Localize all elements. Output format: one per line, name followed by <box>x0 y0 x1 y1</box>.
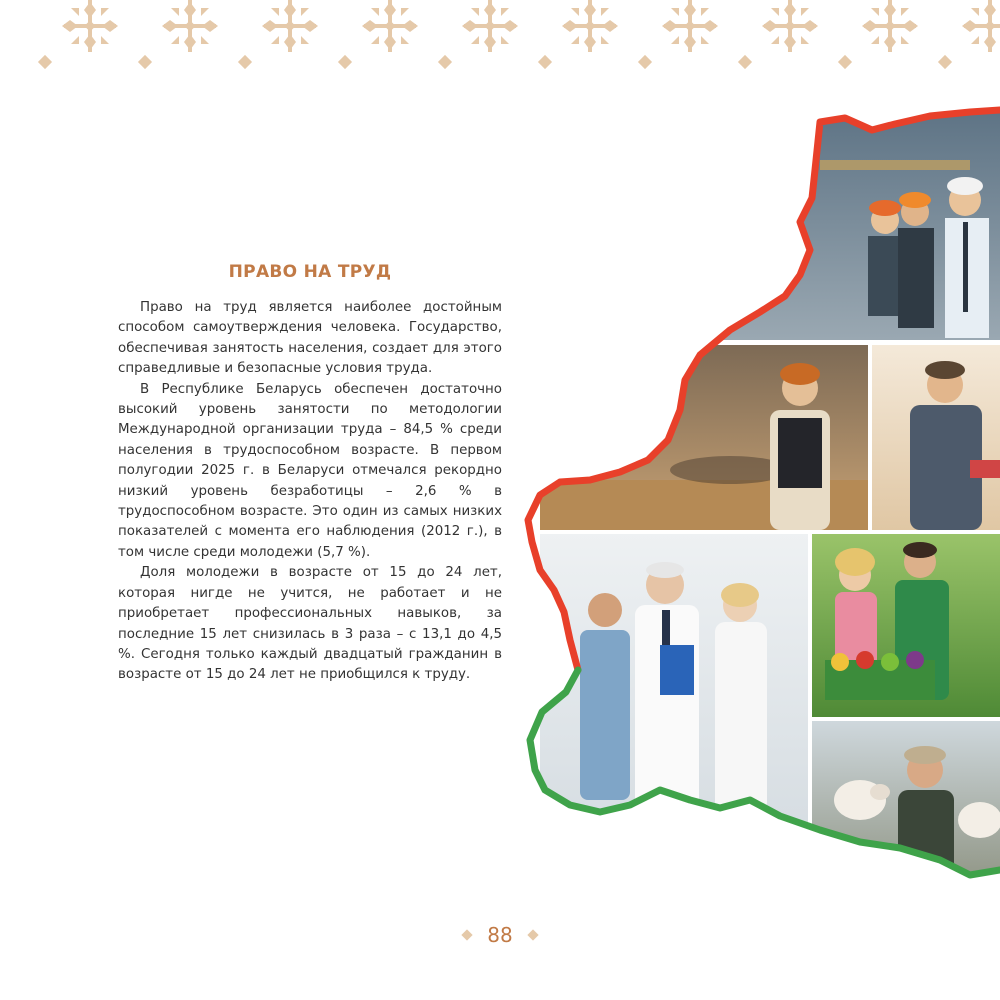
snowflake-ornament-icon <box>557 0 623 56</box>
snowflake-ornament-icon <box>457 0 523 56</box>
photo-smiling-worker <box>872 345 1000 530</box>
paragraph: Право на труд является наиболее достойным способом самоутверждения человека. Государство, обеспечивая занятость населения, создает для этого справедливые и безопасные условия труда. <box>118 300 502 377</box>
snowflake-ornament-icon <box>357 0 423 56</box>
diamond-icon <box>638 55 652 69</box>
paragraph: В Республике Беларусь обеспечен достаточно высокий уровень занятости по методологии Международной организации труда – 84,5 % среди населения в трудоспособном возрасте. В первом полугодии 2025 г. в Беларуси отмечался рекордно низкий уровень безработицы – 2,6 % в трудоспособном возрасте. Это один из самых низких показателей с момента его наблюдения (2012 г.), в том числе среди молодежи (5,7 %). <box>118 381 502 560</box>
ornament-band <box>0 0 1000 80</box>
snowflake-ornament-icon <box>857 0 923 56</box>
diamond-icon <box>462 929 473 940</box>
photo-medical-team <box>540 532 810 832</box>
paragraph: Доля молодежи в возрасте от 15 до 24 лет, которая нигде не учится, не работает и не приобретает профессиональных навыков, за последние 15 лет снизилась в 3 раза – с 13,1 до 4,5 %. Сегодня только каждый двадцатый гражданин в возрасте от 15 до 24 лет не приобщился к труду. <box>118 565 502 683</box>
snowflake-ornament-icon <box>157 0 223 56</box>
belarus-map-collage <box>500 100 1000 900</box>
diamond-icon <box>338 55 352 69</box>
page-footer <box>0 920 1000 950</box>
photo-farmers-vegetables <box>812 532 1000 717</box>
diamond-icon <box>538 55 552 69</box>
diamond-icon <box>738 55 752 69</box>
snowflake-ornament-icon <box>957 0 1000 56</box>
page-number: 88 <box>487 923 513 947</box>
article-body <box>118 298 502 686</box>
snowflake-ornament-icon <box>657 0 723 56</box>
photo-farm-worker <box>540 345 870 530</box>
diamond-icon <box>138 55 152 69</box>
snowflake-ornament-icon <box>257 0 323 56</box>
collage-svg <box>500 100 1000 900</box>
snowflake-ornament-icon <box>57 0 123 56</box>
diamond-icon <box>838 55 852 69</box>
snowflake-ornament-icon <box>757 0 823 56</box>
diamond-icon <box>38 55 52 69</box>
page-title: ПРАВО НА ТРУД <box>228 262 392 282</box>
diamond-icon <box>527 929 538 940</box>
photo-industrial-workers <box>680 100 1000 340</box>
diamond-icon <box>238 55 252 69</box>
diamond-icon <box>438 55 452 69</box>
diamond-icon <box>938 55 952 69</box>
